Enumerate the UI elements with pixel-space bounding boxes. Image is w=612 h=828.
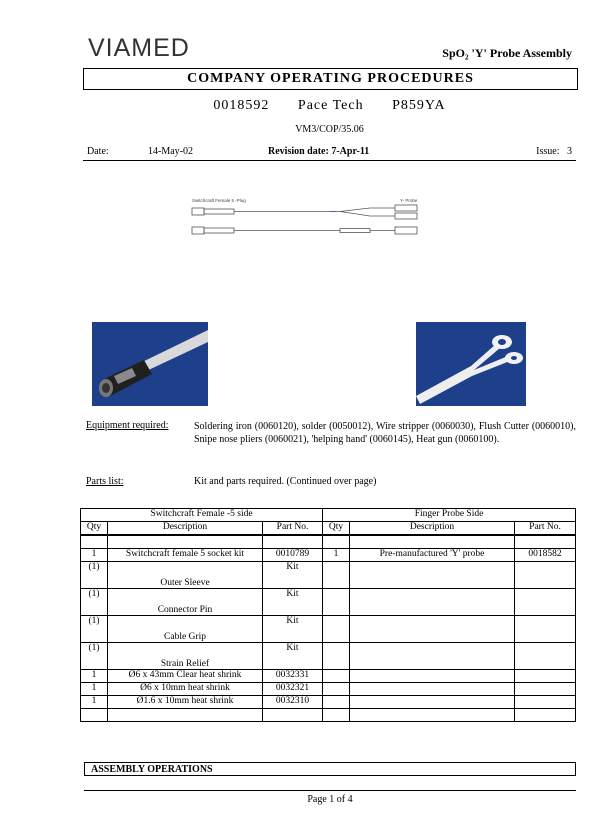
company-logo: VIAMED [88,34,190,62]
cell-qty: (1) [81,589,108,616]
cell-qty: 1 [81,670,108,683]
connector-photo [92,322,208,406]
cell-description: Switchcraft female 5 socket kit [108,549,263,562]
table-row [81,549,576,562]
table-row [81,709,576,722]
cell-description: Ø6 x 43mm Clear heat shrink [108,670,263,683]
table-title-row [81,509,576,522]
cell-part-no: Kit [263,589,323,616]
date-line [83,146,576,161]
header-description-2: Description [350,522,515,536]
table-row [81,696,576,709]
parts-label: Parts list: [86,476,124,487]
procedures-heading: COMPANY OPERATING PROCEDURES [83,68,578,90]
date-label: Date: [87,146,109,157]
date-value: 14-May-02 [148,146,193,157]
parts-text: Kit and parts required. (Continued over page) [194,476,377,487]
table-row [81,683,576,696]
table-spacer-row [81,535,576,549]
cell-part-no: 0010789 [263,549,323,562]
table-row [81,562,576,589]
cell-qty: 1 [81,549,108,562]
left-side-title: Switchcraft Female -5 side [81,509,323,522]
cell-qty: (1) [81,562,108,589]
footer-divider [84,790,576,791]
procedure-model: P859YA [392,98,446,113]
revision-date: Revision date: 7-Apr-11 [268,146,370,157]
header-part-no: Part No. [263,522,323,536]
table-row [81,643,576,670]
cell-qty: (1) [81,616,108,643]
header-qty: Qty [81,522,108,536]
header-description: Description [108,522,263,536]
issue [536,146,572,157]
diagram-left-label: Switchcraft Female 5 -Plug [192,198,246,203]
cell-description-2: Pre-manufactured 'Y' probe [350,549,515,562]
assembly-operations-heading: ASSEMBLY OPERATIONS [84,762,576,776]
cell-qty: (1) [81,643,108,670]
cell-qty: 1 [81,683,108,696]
equipment-text: Soldering iron (0060120), solder (0050012), Wire stripper (0060030), Flush Cutter (0060010), Snipe nose pliers (0060021), 'helping hand' (0060145), Heat gun (0060100). [194,421,576,445]
cell-description: Connector Pin [108,589,263,616]
parts-table [80,508,576,722]
table-header-row [81,522,576,536]
cell-description: Outer Sleeve [108,562,263,589]
cell-qty-2: 1 [323,549,350,562]
cell-description: Ø6 x 10mm heat shrink [108,683,263,696]
cell-description: Ø1.6 x 10mm heat shrink [108,696,263,709]
y-probe-photo [416,322,526,406]
table-row [81,670,576,683]
issue-value: 3 [567,146,572,157]
cell-part-no: Kit [263,562,323,589]
header-part-no-2: Part No. [515,522,576,536]
table-row [81,589,576,616]
procedure-company: Pace Tech [297,98,364,113]
cell-part-no: 0032321 [263,683,323,696]
procedure-code: 0018592 [213,98,270,113]
page-number: Page 1 of 4 [307,794,353,805]
cell-part-no: 0032331 [263,670,323,683]
issue-label: Issue: [536,146,560,157]
cell-part-no: Kit [263,643,323,670]
cell-description: Cable Grip [108,616,263,643]
document-title: SpO₂ 'Y' Probe Assembly [442,46,572,60]
cell-description: Strain Relief [108,643,263,670]
diagram-right-label: Y- Probe [400,198,418,203]
header-qty-2: Qty [323,522,350,536]
cell-part-no-2: 0018582 [515,549,576,562]
cable-diagram [190,195,430,240]
right-side-title: Finger Probe Side [323,509,576,522]
procedure-id-line [83,98,576,114]
document-reference: VM3/COP/35.06 [295,124,364,135]
cell-part-no: Kit [263,616,323,643]
cell-part-no: 0032310 [263,696,323,709]
table-row [81,616,576,643]
equipment-label: Equipment required: [86,420,169,431]
cell-qty: 1 [81,696,108,709]
